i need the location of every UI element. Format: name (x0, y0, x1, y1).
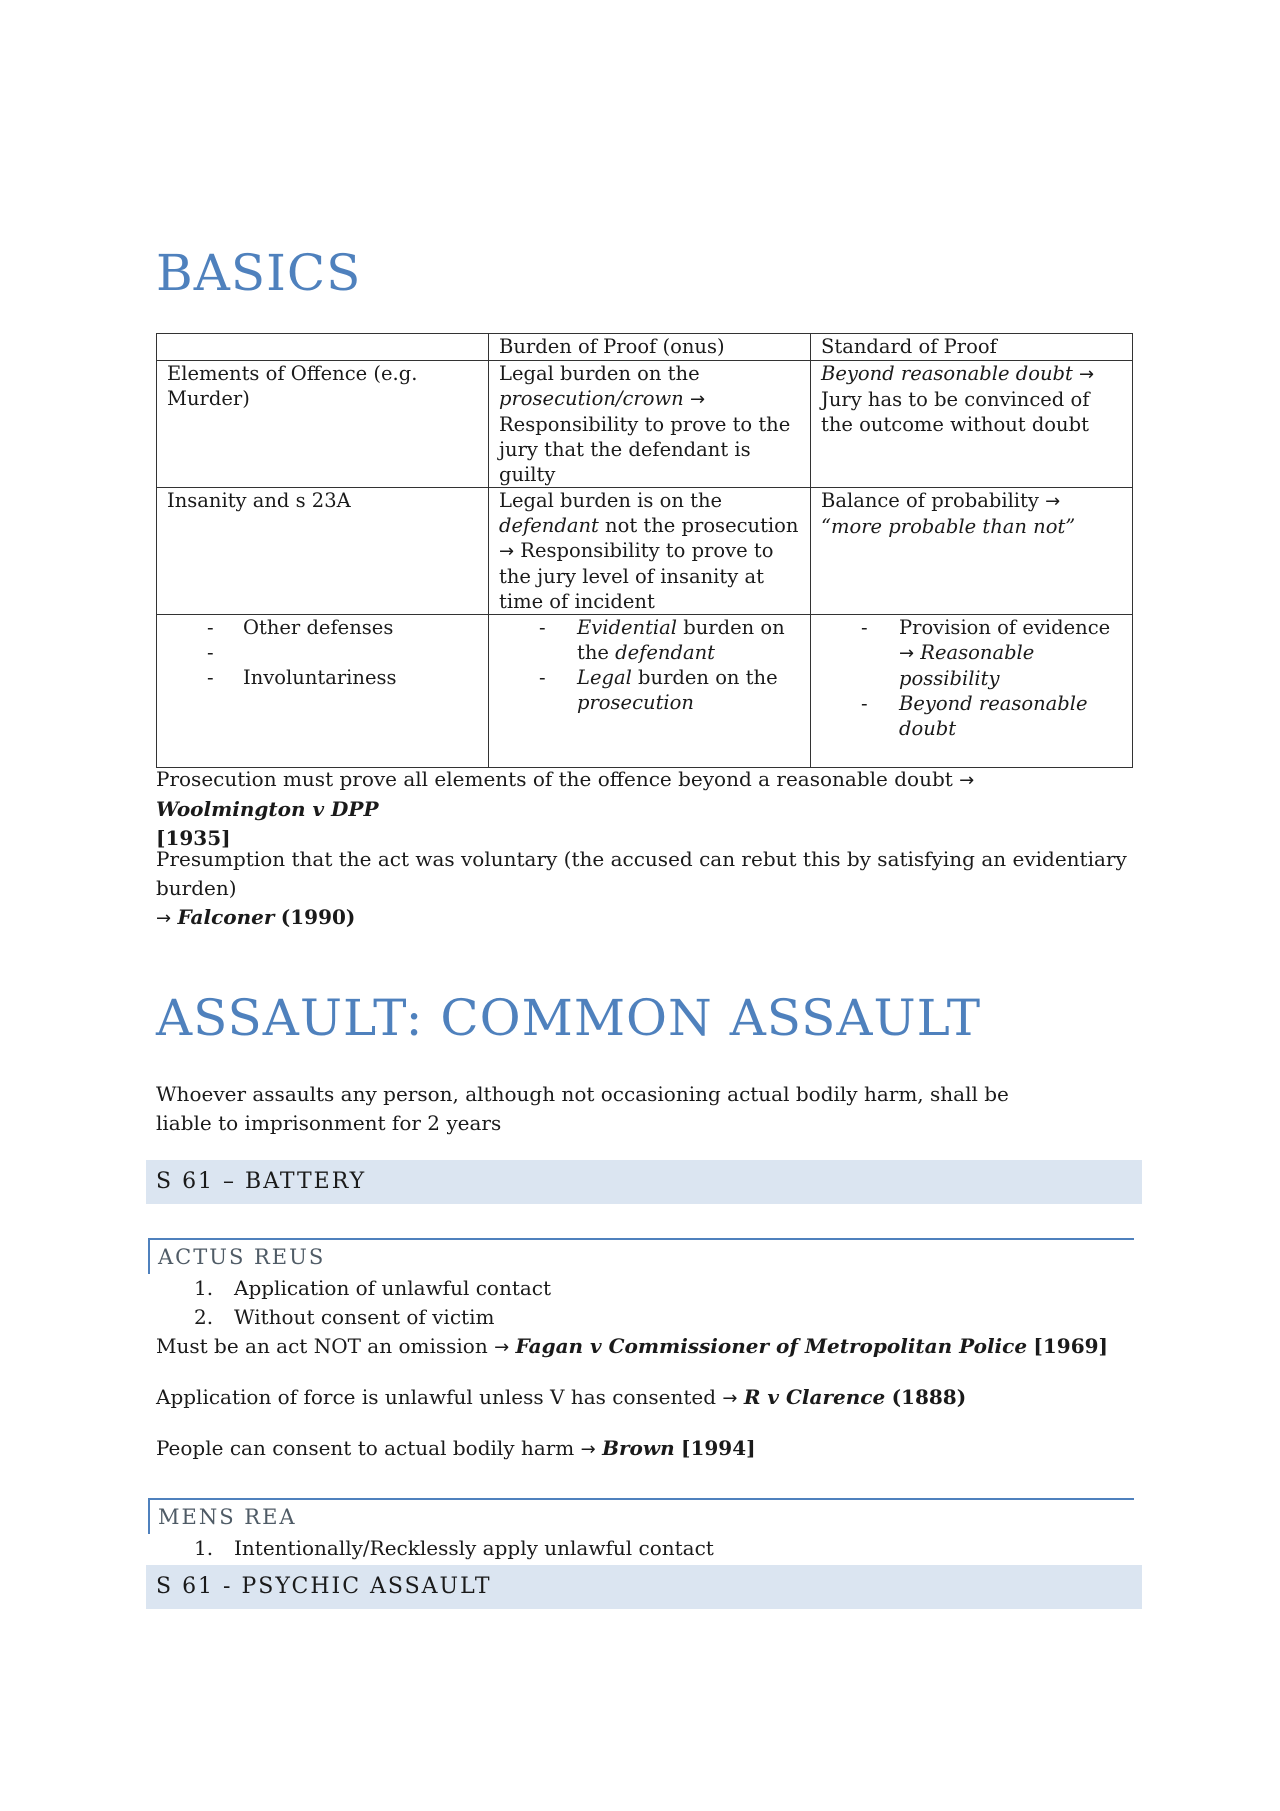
cell-text: Balance of probability (821, 489, 1039, 512)
actus-reus-heading: ACTUS REUS (148, 1238, 1134, 1274)
cell-text: Jury has to be convinced of the outcome without doubt (821, 388, 1090, 436)
dash-list (821, 615, 1122, 741)
basics-heading: BASICS (156, 244, 362, 302)
table-row (157, 488, 1133, 615)
table-cell (811, 615, 1133, 768)
list-item (156, 1303, 1056, 1332)
dash-list (499, 615, 800, 715)
cell-text: Provision of evidence (899, 616, 1111, 639)
cell-text-italic: defendant (499, 514, 599, 537)
arrow-icon: → (499, 541, 515, 562)
case-year: [1969] (1033, 1334, 1109, 1358)
case-year: (1888) (891, 1385, 967, 1409)
table-header-cell: Burden of Proof (onus) (489, 334, 811, 361)
paragraph-text: Presumption that the act was voluntary (the accused can rebut this by satisfying an evidentiary burden) (156, 847, 1127, 900)
list-item (156, 1274, 1056, 1303)
force-paragraph (156, 1383, 1136, 1413)
woolmington-paragraph (156, 765, 1116, 853)
list-number: 2. (194, 1305, 214, 1329)
cell-text-italic: Evidential (577, 616, 678, 639)
cell-text-italic: Reasonable possibility (899, 641, 1035, 690)
assault-heading: ASSAULT: COMMON ASSAULT (156, 989, 982, 1047)
cell-text-italic: Beyond reasonable doubt (821, 362, 1073, 385)
actus-reus-list (156, 1274, 1056, 1332)
list-number: 1. (194, 1276, 214, 1300)
cell-text-italic: Beyond reasonable doubt (899, 692, 1088, 740)
table-cell (157, 488, 489, 615)
list-item (821, 615, 1122, 691)
battery-section-heading: S 61 – BATTERY (146, 1160, 1142, 1204)
case-name: Woolmington v DPP (156, 797, 379, 821)
list-text: Without consent of victim (234, 1305, 495, 1329)
cell-text: burden on the (638, 666, 778, 689)
cell-text: not the prosecution (605, 514, 799, 537)
cell-text: Insanity and s 23A (167, 489, 351, 512)
case-name: Brown (602, 1436, 675, 1460)
table-header-cell (157, 334, 489, 361)
list-spacer (167, 640, 478, 665)
basics-table (156, 333, 1133, 768)
arrow-icon: → (899, 643, 915, 664)
arrow-icon: → (959, 770, 975, 791)
arrow-icon: → (580, 1439, 596, 1460)
mens-rea-heading: MENS REA (148, 1498, 1134, 1534)
case-name: R v Clarence (743, 1385, 886, 1409)
arrow-icon: → (494, 1337, 510, 1358)
case-year: [1935] (156, 826, 231, 850)
cell-text: Legal burden on the (499, 362, 700, 385)
cell-text-italic: prosecution/crown (499, 387, 684, 410)
list-item (821, 691, 1122, 741)
assault-intro: Whoever assaults any person, although not occasioning actual bodily harm, shall be liable to imprisonment for 2 years (156, 1082, 1009, 1135)
cell-text-italic: Legal (577, 666, 632, 689)
paragraph-text: Application of force is unlawful unless V has consented (156, 1385, 717, 1409)
list-item (499, 665, 800, 715)
table-row (157, 615, 1133, 768)
case-year: [1994] (681, 1436, 756, 1460)
case-year: (1990) (280, 905, 356, 929)
list-number: 1. (194, 1536, 214, 1560)
arrow-icon: → (722, 1388, 738, 1409)
table-cell (489, 488, 811, 615)
arrow-icon: → (689, 389, 706, 410)
cell-text-italic: “more probable than not” (821, 515, 1076, 538)
cell-text: Responsibility to prove to the jury level of insanity at time of incident (499, 539, 774, 613)
case-name: Falconer (177, 905, 275, 929)
paragraph-text: People can consent to actual bodily harm (156, 1436, 575, 1460)
list-text: Intentionally/Recklessly apply unlawful contact (234, 1536, 714, 1560)
psychic-assault-section-heading: S 61 - PSYCHIC ASSAULT (146, 1565, 1142, 1609)
list-item: - Other defenses (167, 615, 478, 640)
table-header-cell: Standard of Proof (811, 334, 1133, 361)
table-header-row (157, 334, 1133, 361)
list-item (499, 615, 800, 665)
arrow-icon: → (156, 908, 172, 929)
cell-text: Elements of Offence (e.g. Murder) (167, 362, 418, 410)
arrow-icon: → (1079, 364, 1095, 385)
paragraph-text: Must be an act NOT an omission (156, 1334, 488, 1358)
paragraph-text: Prosecution must prove all elements of the offence beyond a reasonable doubt (156, 767, 953, 791)
omission-paragraph (156, 1332, 1136, 1362)
table-cell (489, 615, 811, 768)
case-name: Fagan v Commissioner of Metropolitan Police (515, 1334, 1028, 1358)
list-item: - Involuntariness (167, 665, 478, 690)
table-cell (157, 361, 489, 488)
dash-list (167, 615, 478, 690)
cell-text: Legal burden is on the (499, 489, 723, 512)
table-cell (489, 361, 811, 488)
cell-text-italic: defendant (615, 641, 715, 664)
arrow-icon: → (1045, 491, 1061, 512)
mens-rea-list (156, 1534, 1056, 1563)
cell-text-italic: prosecution (577, 691, 694, 714)
cell-text: burden on the (577, 616, 785, 664)
consent-paragraph (156, 1434, 1136, 1464)
table-cell (157, 615, 489, 768)
table-row (157, 361, 1133, 488)
table-cell (811, 361, 1133, 488)
list-text: Application of unlawful contact (234, 1276, 552, 1300)
cell-text: Responsibility to prove to the jury that the defendant is guilty (499, 413, 791, 486)
list-item (156, 1534, 1056, 1563)
table-cell (811, 488, 1133, 615)
falconer-paragraph (156, 845, 1146, 933)
